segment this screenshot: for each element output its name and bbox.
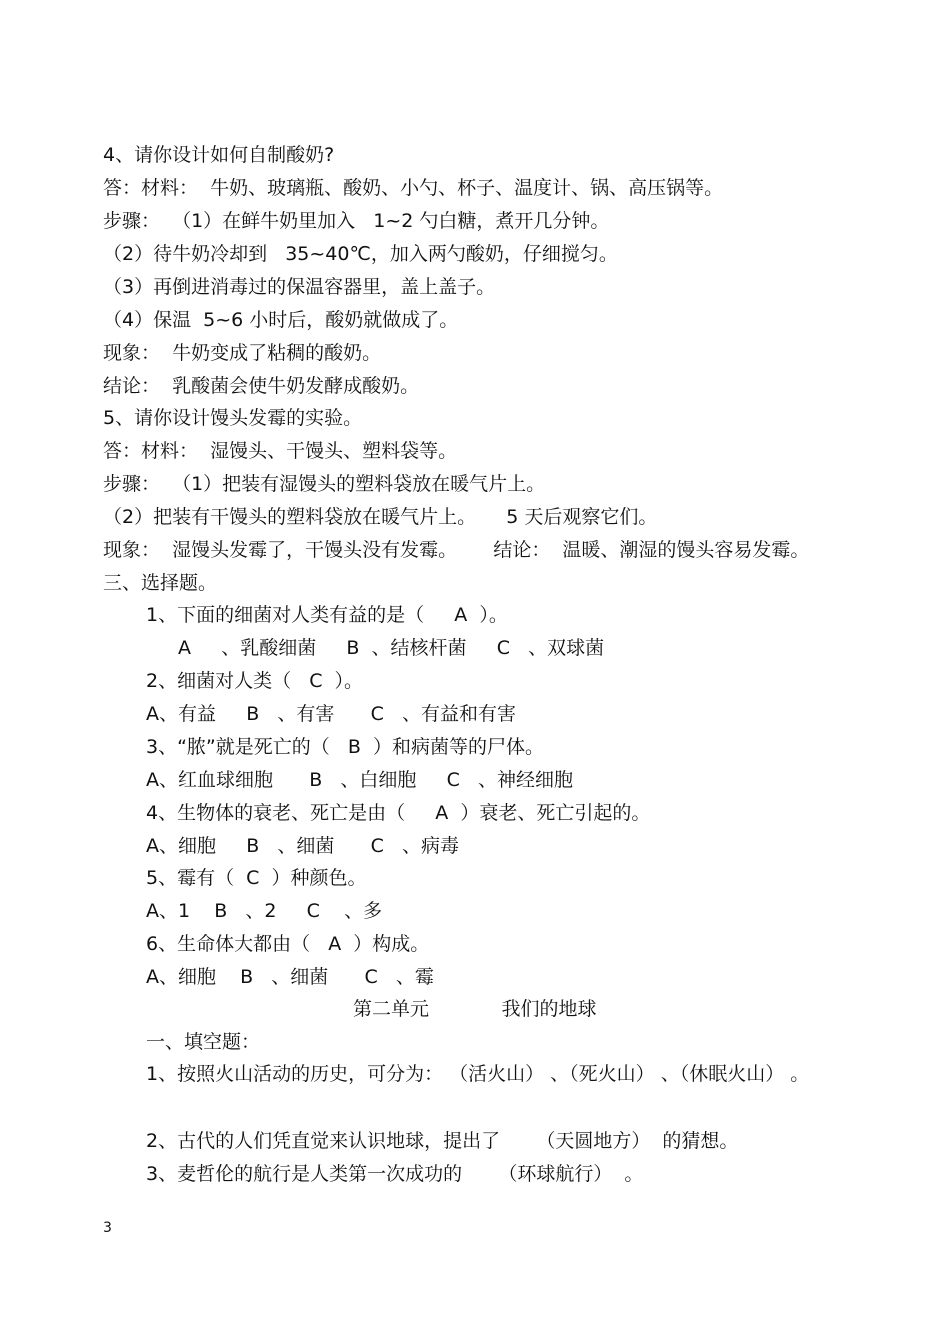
answer-4-materials: 答：材料： 牛奶、玻璃瓶、酸奶、小勺、杯子、温度计、锅、高压锅等。 bbox=[103, 177, 724, 199]
answer-5-step-2: （2）把装有干馒头的塑料袋放在暖气片上。 5 天后观察它们。 bbox=[103, 506, 658, 528]
page-number: 3 bbox=[103, 1220, 112, 1236]
fill-blank-3: 3、麦哲伦的航行是人类第一次成功的 （环球航行） 。 bbox=[146, 1163, 644, 1185]
answer-4-step-1: 步骤： （1）在鲜牛奶里加入 1~2 勺白糖，煮开几分钟。 bbox=[103, 210, 610, 232]
fill-blank-2: 2、古代的人们凭直觉来认识地球，提出了 （天圆地方） 的猜想。 bbox=[146, 1130, 739, 1152]
section-three-heading: 三、选择题。 bbox=[103, 572, 218, 594]
answer-4-conclusion: 结论： 乳酸菌会使牛奶发酵成酸奶。 bbox=[103, 375, 420, 397]
choice-question-6: 6、生命体大都由（ A ）构成。 bbox=[146, 933, 430, 955]
answer-5-step-1: 步骤： （1）把装有湿馒头的塑料袋放在暖气片上。 bbox=[103, 473, 546, 495]
fill-blank-1: 1、按照火山活动的历史，可分为： （活火山） 、（死火山） 、（休眠火山） 。 bbox=[146, 1063, 810, 1085]
answer-5-result: 现象： 湿馒头发霉了，干馒头没有发霉。 结论： 温暖、潮湿的馒头容易发霉。 bbox=[103, 539, 810, 561]
choice-question-5: 5、霉有（ C ）种颜色。 bbox=[146, 867, 367, 889]
choice-question-3: 3、“脓”就是死亡的（ B ）和病菌等的尸体。 bbox=[146, 736, 545, 758]
choice-options-4: A、细胞 B 、细菌 C 、病毒 bbox=[146, 835, 459, 857]
choice-options-2: A、有益 B 、有害 C 、有益和有害 bbox=[146, 703, 516, 725]
answer-4-step-2: （2）待牛奶冷却到 35~40℃，加入两勺酸奶，仔细搅匀。 bbox=[103, 243, 618, 265]
choice-question-1: 1、下面的细菌对人类有益的是（ A ）。 bbox=[146, 604, 508, 626]
fill-blank-heading: 一、填空题： bbox=[146, 1031, 261, 1053]
answer-4-step-3: （3）再倒进消毒过的保温容器里，盖上盖子。 bbox=[103, 276, 496, 298]
choice-options-6: A、细胞 B 、细菌 C 、霉 bbox=[146, 966, 434, 988]
choice-question-4: 4、生物体的衰老、死亡是由（ A ）衰老、死亡引起的。 bbox=[146, 802, 651, 824]
choice-question-2: 2、细菌对人类（ C ）。 bbox=[146, 670, 364, 692]
answer-5-materials: 答：材料： 湿馒头、干馒头、塑料袋等。 bbox=[103, 440, 458, 462]
question-5: 5、请你设计馒头发霉的实验。 bbox=[103, 407, 363, 429]
answer-4-phenomenon: 现象： 牛奶变成了粘稠的酸奶。 bbox=[103, 342, 382, 364]
unit-two-title: 第二单元 我们的地球 bbox=[353, 998, 597, 1020]
question-4: 4、请你设计如何自制酸奶? bbox=[103, 144, 335, 166]
choice-options-3: A、红血球细胞 B 、白细胞 C 、神经细胞 bbox=[146, 769, 573, 791]
choice-options-5: A、1 B 、2 C 、多 bbox=[146, 900, 383, 922]
answer-4-step-4: （4）保温 5~6 小时后，酸奶就做成了。 bbox=[103, 309, 459, 331]
choice-options-1: A 、乳酸细菌 B 、结核杆菌 C 、双球菌 bbox=[178, 637, 605, 659]
